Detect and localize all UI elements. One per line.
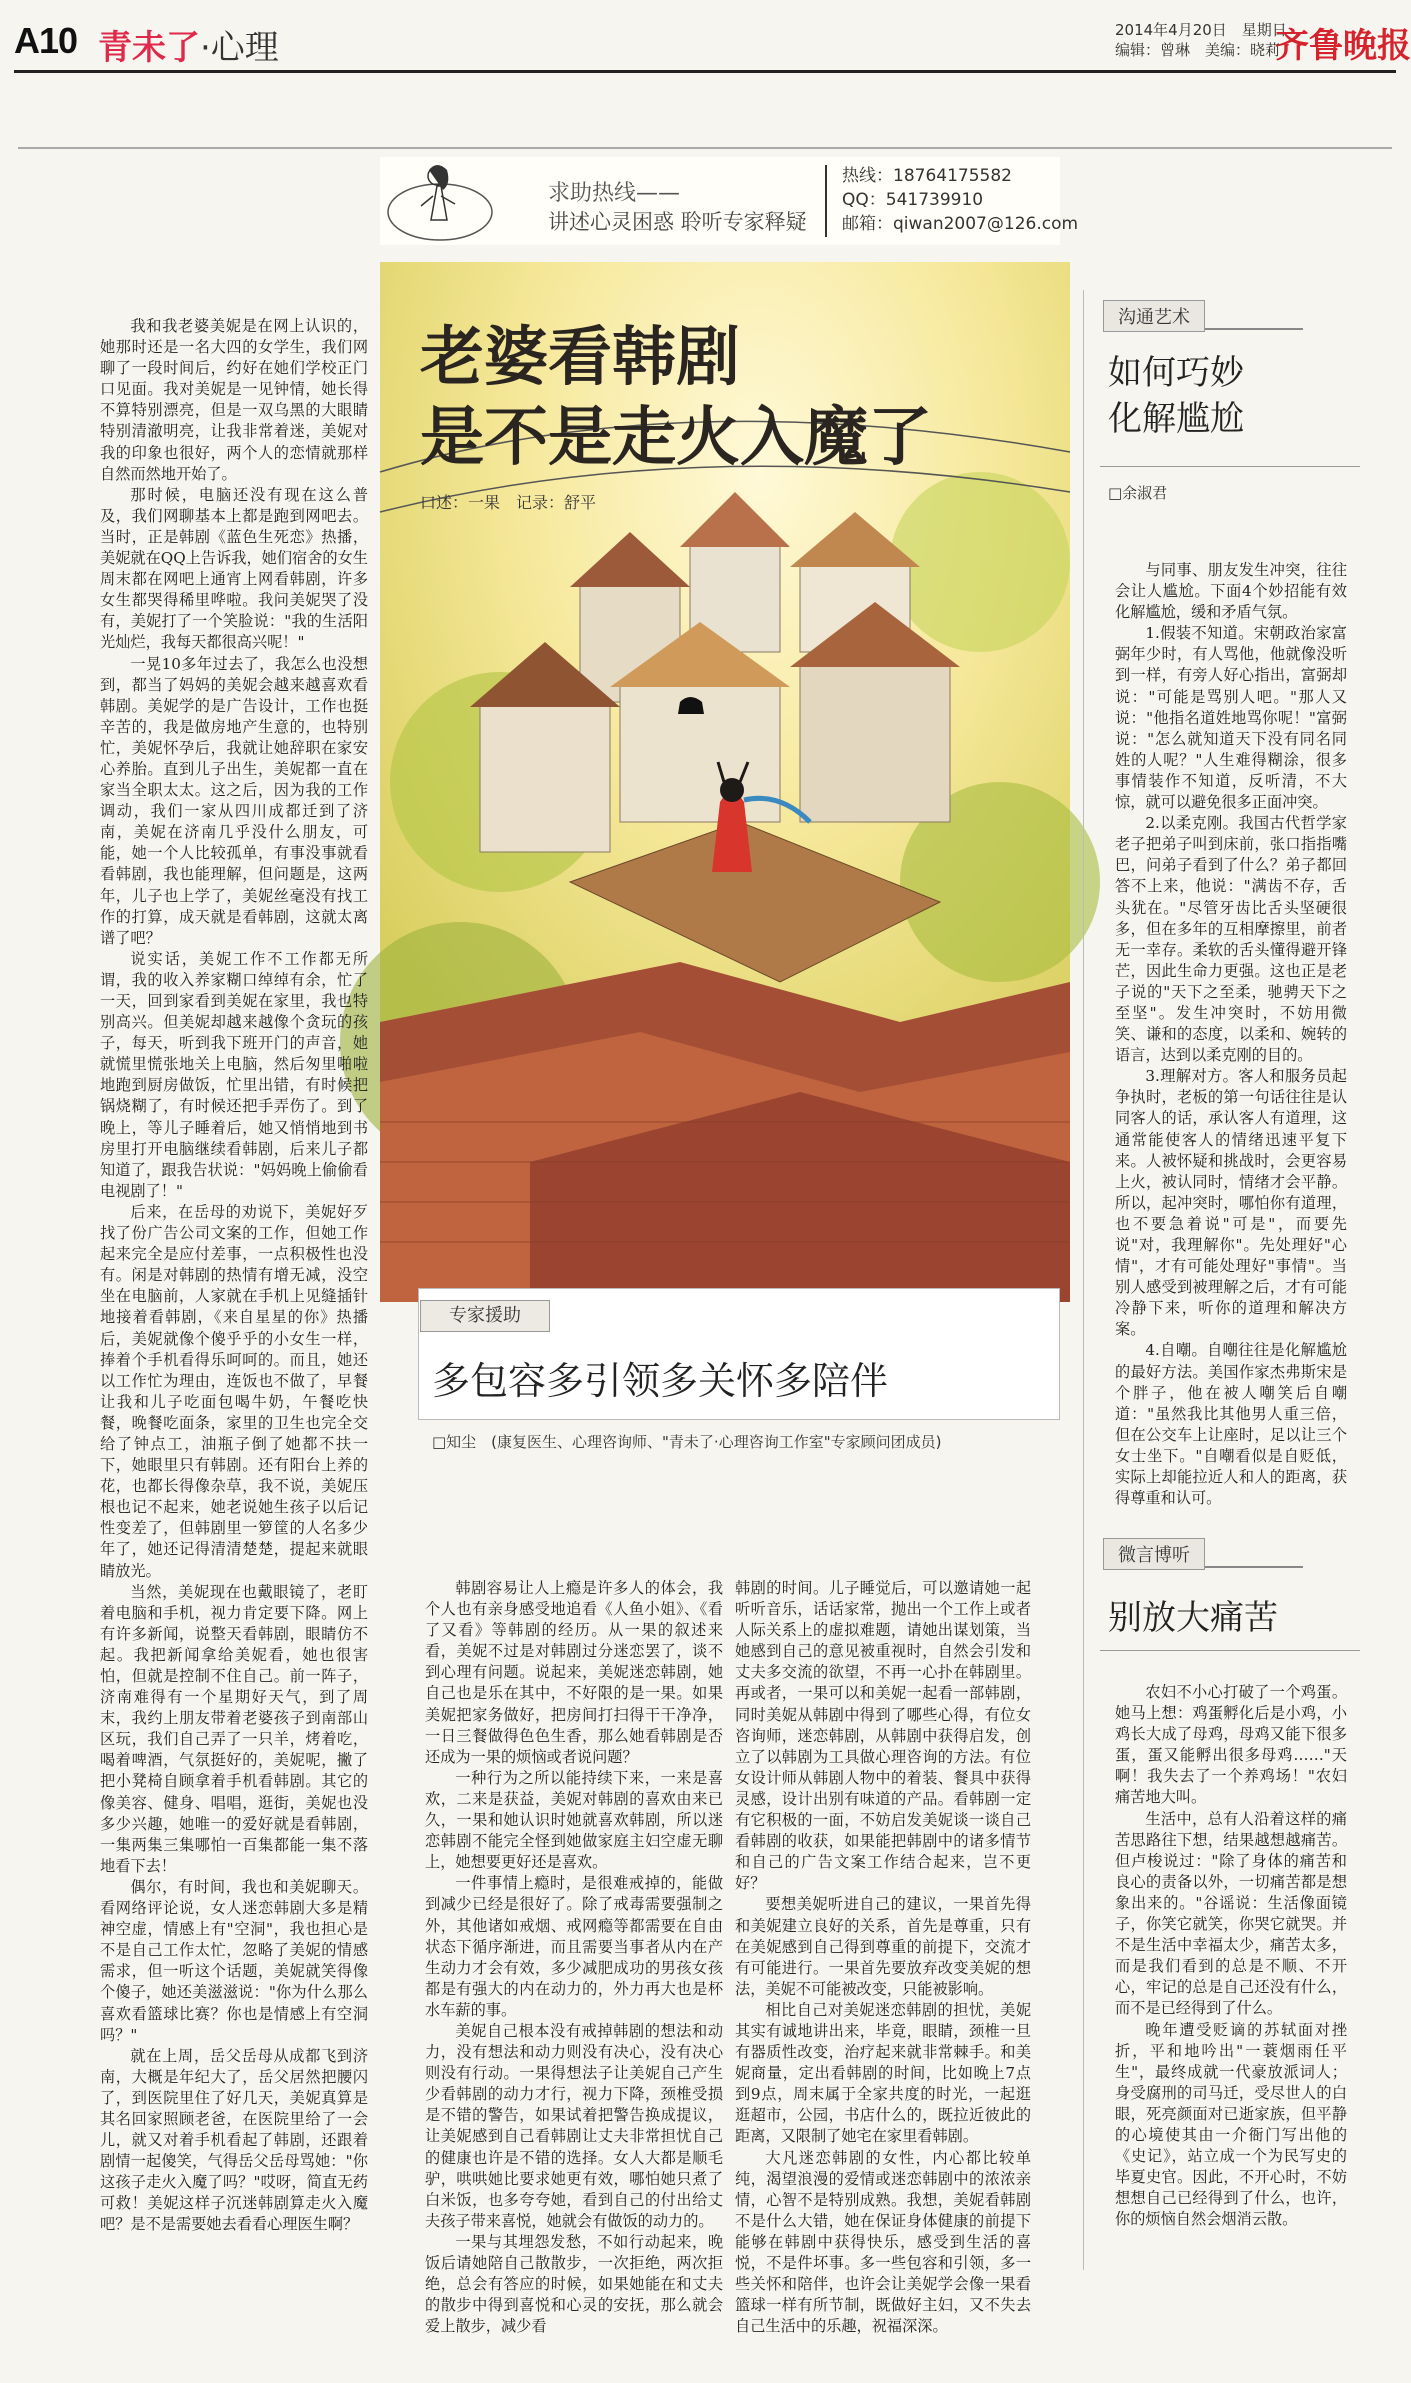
article-title (420, 318, 932, 478)
article-paragraph: 就在上周，岳父岳母从成都飞到济南，大概是年纪大了，岳父居然把腰闪了，到医院里住了好几天，美妮真算是其名回家照顾老爸，在医院里给了一会儿，就又对着手机看起了韩剧，还跟着剧情一起傻笑，气得岳父岳母骂她："你这孩子走火入魔了吗？"哎呀，简直无药可救！美妮这样子沉迷韩剧算走火入魔吧？是不是需要她去看看心理医生啊？ (100, 2046, 368, 2234)
article-paragraph: 一晃10多年过去了，我怎么也没想到，都当了妈妈的美妮会越来越喜欢看韩剧。美妮学的是广告设计，工作也挺辛苦的，我是做房地产生意的，也特别忙，美妮怀孕后，我就让她辞职在家安心养胎。直到儿子出生，美妮都一直在家当全职太太。这之后，因为我的工作调动，我们一家从四川成都迁到了济南，美妮在济南几乎没什么朋友，可能，她一个人比较孤单，有事没事就看看韩剧，我也能理解，但问题是，这两年，儿子也上学了，美妮丝毫没有找工作的打算，成天就是看韩剧，这就太离谱了吧？ (100, 654, 368, 947)
sidebar2-paragraph: 生活中，总有人沿着这样的痛苦思路往下想，结果越想越痛苦。但卢梭说过："除了身体的痛苦和良心的责备以外，一切痛苦都是想象出来的。"谷谣说：生活像面镜子，你笑它就笑，你哭它就哭。并不是生活中幸福太少，痛苦太多，而是我们看到的总是不顺、不开心，牢记的总是自己还没有什么，而不是已经得到了什么。 (1115, 1809, 1347, 2018)
article-title-line1: 老婆看韩剧 (420, 321, 740, 395)
expert-paragraph: 要想美妮听进自己的建议，一果首先得和美妮建立良好的关系，首先是尊重，只有在美妮感到自己得到尊重的前提下，交流才有可能进行。一果首先要放弃改变美妮的想法，美妮不可能被改变，只能被影响。 (735, 1895, 1031, 1998)
top-divider (18, 147, 1392, 149)
hotline-phone[interactable]: 热线：18764175582 (842, 166, 1012, 186)
sidebar1-rule (1100, 466, 1360, 467)
expert-title: 多包容多引领多关怀多陪伴 (432, 1359, 889, 1403)
sidebar2-rule (1100, 1650, 1360, 1651)
sidebar1-paragraph: 4.自嘲。自嘲往往是化解尴尬的最好方法。美国作家杰弗斯宋是个胖子，他在被人嘲笑后自嘲道："虽然我比其他男人重三倍，但在公交车上让座时，足以让三个女士坐下。"自嘲看似是自贬低，实际上却能拉近人和人的距离，获得尊重和认可。 (1115, 1341, 1347, 1508)
article-paragraph: 偶尔，有时间，我也和美妮聊天。看网络评论说，女人迷恋韩剧大多是精神空虚，情感上有"空洞"，我也担心是不是自己工作太忙，忽略了美妮的情感需求，但一听这个话题，美妮就笑得像个傻子，她还美滋滋说："你为什么那么喜欢看篮球比赛？你也是情感上有空洞吗？" (100, 1877, 368, 2044)
expert-body-col1 (425, 1578, 723, 2336)
newspaper-logo: 齐鲁晚报 (1275, 26, 1411, 66)
sidebar2-title: 别放大痛苦 (1108, 1598, 1278, 1638)
sidebar1-paragraph: 1.假装不知道。宋朝政治家富弼年少时，有人骂他，他就像没听到一样，有旁人好心指出，富弼却说："可能是骂别人吧。"那人又说："他指名道姓地骂你呢！"富弼说："怎么就知道天下没有同名同姓的人呢？"人生难得糊涂，很多事情装作不知道，反听清，不大惊，就可以避免很多正面冲突。 (1115, 624, 1347, 812)
expert-byline: □知尘 (康复医生、心理咨询师、"青未了·心理咨询工作室"专家顾问团成员) (432, 1433, 942, 1451)
expert-paragraph: 韩剧的时间。儿子睡觉后，可以邀请她一起听听音乐，话话家常，抛出一个工作上或者人际关系上的虚拟难题，请她出谋划策，当她感到自己的意见被重视时，自然会引发和丈夫多交流的欲望，不再一心扑在韩剧里。再或者，一果可以和美妮一起看一部韩剧，同时美妮从韩剧中得到了哪些心得，有位女咨询师，迷恋韩剧，从韩剧中获得启发，创立了以韩剧为工具做心理咨询的方法。有位女设计师从韩剧人物中的着装、餐具中获得灵感，设计出别有味道的产品。看韩剧一定有它积极的一面，不妨启发美妮谈一谈自己看韩剧的收获，如果能把韩剧中的诸多情节和自己的广告文案工作结合起来，岂不更好？ (735, 1579, 1031, 1893)
sidebar1-tag (1103, 300, 1303, 330)
sidebar1-body (1115, 560, 1347, 1508)
expert-paragraph: 一种行为之所以能持续下来，一来是喜欢，二来是获益，美妮对韩剧的喜欢由来已久，一果和她认识时她就喜欢韩剧，所以迷恋韩剧不能完全怪到她做家庭主妇空虚无聊上，她想要更好还是喜欢。 (425, 1768, 723, 1872)
hotline-title: 求助热线—— (548, 181, 681, 206)
expert-paragraph: 一果与其埋怨发愁，不如行动起来，晚饭后请她陪自己散散步，一次拒绝，两次拒绝，总会有答应的时候，如果她能在和丈夫的散步中得到喜悦和心灵的安抚，那么就会爱上散步，减少看 (425, 2232, 723, 2336)
hotline-email[interactable]: 邮箱：qiwan2007@126.com (842, 214, 1079, 234)
sidebar2-tag-label: 微言博听 (1103, 1538, 1205, 1570)
section-name: 青未了 (98, 28, 200, 68)
article-paragraph: 我和我老婆美妮是在网上认识的，她那时还是一名大四的女学生，我们网聊了一段时间后，约好在她们学校正门口见面。我对美妮是一见钟情，她长得不算特别漂亮，但是一双乌黑的大眼睛特别清澈明亮，让我非常着迷，美妮对我的印象也很好，两个人的恋情就那样自然而然地开始了。 (100, 317, 368, 483)
expert-paragraph: 美妮自己根本没有戒掉韩剧的想法和动力，没有想法和动力则没有决心，没有决心则没有行动。一果得想法子让美妮自己产生少看韩剧的动力才行，视力下降，颈椎受损是不错的警告，如果试着把警告换成提议，让美妮感到自己看韩剧让丈夫非常担忧自己的健康也许是不错的选择。女人大都是顺毛驴，哄哄她比要求她更有效，哪怕她只煮了白米饭，也多夸夸她，看到自己的付出给丈夫孩子带来喜悦，她就会有做饭的动力的。 (425, 2021, 723, 2230)
expert-paragraph: 相比自己对美妮迷恋韩剧的担忧，美妮其实有诚地讲出来，毕竟，眼睛，颈椎一旦有器质性改变，治疗起来就非常棘手。和美妮商量，定出看韩剧的时间，比如晚上7点到9点，周末属于全家共度的时光，一起逛逛超市，公园，书店什么的，既拉近彼此的距离，又限制了她宅在家里看韩剧。 (735, 2000, 1031, 2146)
sidebar2-paragraph: 农妇不小心打破了一个鸡蛋。她马上想：鸡蛋孵化后是小鸡，小鸡长大成了母鸡，母鸡又能下很多蛋，蛋又能孵出很多母鸡……"天啊！我失去了一个养鸡场！"农妇痛苦地大叫。 (1115, 1683, 1347, 1807)
issue-date: 2014年4月20日 星期日 (1115, 21, 1287, 39)
section-title (98, 20, 279, 69)
sidebar1-paragraph: 3.理解对方。客人和服务员起争执时，老板的第一句话往往是认同客人的话，承认客人有道理，这通常能使客人的情绪迅速平复下来。人被怀疑和挑战时，会更容易上火，被认同时，情绪才会平静。所以，起冲突时，哪怕你有道理，也不要急着说"可是"，而要先说"对，我理解你"。先处理好"心情"，才有可能处理好"事情"。当别人感受到被理解之后，才有可能冷静下来，听你的道理和解决方案。 (1115, 1067, 1347, 1339)
article-byline: 口述：一果 记录：舒平 (420, 493, 597, 512)
sidebar1-paragraph: 与同事、朋友发生冲突，往往会让人尴尬。下面4个妙招能有效化解尴尬，缓和矛盾气氛。 (1115, 561, 1347, 622)
expert-body-col2 (735, 1578, 1031, 2336)
sidebar1-paragraph: 2.以柔克刚。我国古代哲学家老子把弟子叫到床前，张口指指嘴巴，问弟子看到了什么？弟子都回答不上来，他说："满齿不存，舌头犹在。"尽管牙齿比舌头坚硬很多，但在多年的互相摩擦里，前者无一幸存。柔软的舌头懂得避开锋芒，因此生命力更强。这也正是老子说的"天下之至柔，驰骋天下之至坚"。发生冲突时，不妨用微笑、谦和的态度，以柔和、婉转的语言，达到以柔克刚的目的。 (1115, 814, 1347, 1065)
expert-paragraph: 大凡迷恋韩剧的女性，内心都比较单纯，渴望浪漫的爱情或迷恋韩剧中的浓浓亲情，心智不是特别成熟。我想，美妮看韩剧不是什么大错，她在保证身体健康的前提下能够在韩剧中获得快乐，感受到生活的喜悦，不是件坏事。多一些包容和引领，多一些关怀和陪伴，也许会让美妮学会像一果看篮球一样有所节制，既做好主妇，又不失去自己生活中的乐趣，祝福深深。 (735, 2148, 1031, 2336)
hotline-contacts (842, 164, 1078, 236)
sidebar1-title-line1: 如何巧妙 (1108, 353, 1244, 393)
expert-paragraph: 韩剧容易让人上瘾是许多人的体会，我个人也有亲身感受地追看《人鱼小姐》、《看了又看》等韩剧的经历。从一果的叙述来看，美妮不过是对韩剧过分迷恋罢了，谈不到心理有问题。说起来，美妮迷恋韩剧，她自己也是乐在其中，不好限的是一果。如果美妮把家务做好，把房间打扫得干干净净，一日三餐做得色色生香，那么她看韩剧是否还成为一果的烦恼或者说问题？ (425, 1579, 723, 1766)
hotline-qq[interactable]: QQ：541739910 (842, 190, 984, 210)
expert-tag: 专家援助 (420, 1300, 550, 1332)
sidebar1-tag-label: 沟通艺术 (1103, 300, 1205, 332)
sidebar1-author: □余淑君 (1108, 484, 1168, 502)
article-paragraph: 说实话，美妮工作不工作都无所谓，我的收入养家糊口绰绰有余，忙了一天，回到家看到美妮在家里，我也特别高兴。但美妮却越来越像个贪玩的孩子，每天，听到我下班开门的声音，她就慌里慌张地关上电脑，然后匆里啪啦地跑到厨房做饭，忙里出错，有时候把锅烧糊了，有时候还把手弄伤了。到了晚上，等儿子睡着后，她又悄悄地到书房里打开电脑继续看韩剧，后来儿子都知道了，跟我告状说："妈妈晚上偷偷看电视剧了！" (100, 949, 368, 1200)
sidebar2-paragraph: 晚年遭受贬谪的苏轼面对挫折，平和地吟出"一蓑烟雨任平生"，最终成就一代豪放派词人；身受腐刑的司马迁，受尽世人的白眼，死亮颜面对已逝家族，但平静的心境使其由一介衙门写出他的《史记》，站立成一个为民写史的毕夏史官。因此，不开心时，不妨想想自己已经得到了什么，也许，你的烦恼自然会烟消云散。 (1115, 2020, 1347, 2229)
article-paragraph: 当然，美妮现在也戴眼镜了，老盯着电脑和手机，视力肯定要下降。网上有许多新闻，说整天看韩剧，眼睛仿不起。我把新闻拿给美妮看，她也很害怕，但就是控制不住自己。前一阵子，济南难得有一个星期好天气，到了周末，我约上朋友带着老婆孩子到南部山区玩，我们自己弄了一只羊，烤着吃，喝着啤酒，气氛挺好的，美妮呢，撇了把小凳椅自顾拿着手机看韩剧。其它的像美容、健身、唱唱，逛街，美妮也没多少兴趣，她唯一的爱好就是看韩剧，一集两集三集哪怕一百集都能一集不落地看下去！ (100, 1582, 368, 1875)
issue-meta (1115, 20, 1287, 60)
article-body (100, 316, 368, 2260)
sidebar1-title-line2: 化解尴尬 (1108, 399, 1244, 439)
sidebar2-body (1115, 1682, 1347, 2262)
page-number: A10 (14, 20, 78, 61)
issue-editors: 编辑：曾琳 美编：晓莉 (1115, 41, 1281, 59)
expert-paragraph: 一件事情上瘾时，是很难戒掉的，能做到减少已经是很好了。除了戒毒需要强制之外，其他诸如戒烟、戒网瘾等都需要在自由状态下循序渐进，而且需要当事者从内在产生动力才会有效，多少减肥成功的男孩女孩都是有强大的内在动力的，外力再大也是杯水车薪的事。 (425, 1874, 723, 2019)
column-divider (1083, 290, 1084, 2270)
sidebar2-tag (1103, 1538, 1303, 1568)
article-title-line2: 是不是走火入魔了 (420, 401, 932, 475)
article-paragraph: 那时候，电脑还没有现在这么普及，我们网聊基本上都是跑到网吧去。当时，正是韩剧《蓝色生死恋》热播，美妮就在QQ上告诉我，她们宿舍的女生周末都在网吧上通宵上网看韩剧，许多女生都哭得稀里哗啦。我问美妮哭了没有，美妮打了一个笑脸说："我的生活阳光灿烂，我每天都很高兴呢！" (100, 485, 368, 652)
sidebar1-title (1108, 350, 1244, 442)
hotline-subtitle: 讲述心灵困惑 聆听专家释疑 (548, 210, 807, 234)
header-rule (14, 70, 1396, 73)
section-subname: ·心理 (200, 28, 279, 68)
hotline-divider (825, 165, 827, 237)
article-paragraph: 后来，在岳母的劝说下，美妮好歹找了份广告公司文案的工作，但她工作起来完全是应付差事，一点积极性也没有。闲是对韩剧的热情有增无减，没空坐在电脑前，人家就在手机上见缝插针地接着看韩剧，《来自星星的你》热播后，美妮就像个傻乎乎的小女生一样，捧着个手机看得乐呵呵的。而且，她还以工作忙为理由，连饭也不做了，早餐让我和儿子吃面包喝牛奶，午餐吃快餐，晚餐吃面条，家里的卫生也完全交给了钟点工，油瓶子倒了她都不扶一下，她眼里只有韩剧。还有阳台上养的花，也都长得像杂草，我不说，美妮压根也记不起来，她老说她生孩子以后记性变差了，但韩剧里一箩筐的人名多少年了，她还记得清清楚楚，提起来就眼睛放光。 (100, 1202, 368, 1580)
woman-figure-icon (385, 160, 495, 244)
